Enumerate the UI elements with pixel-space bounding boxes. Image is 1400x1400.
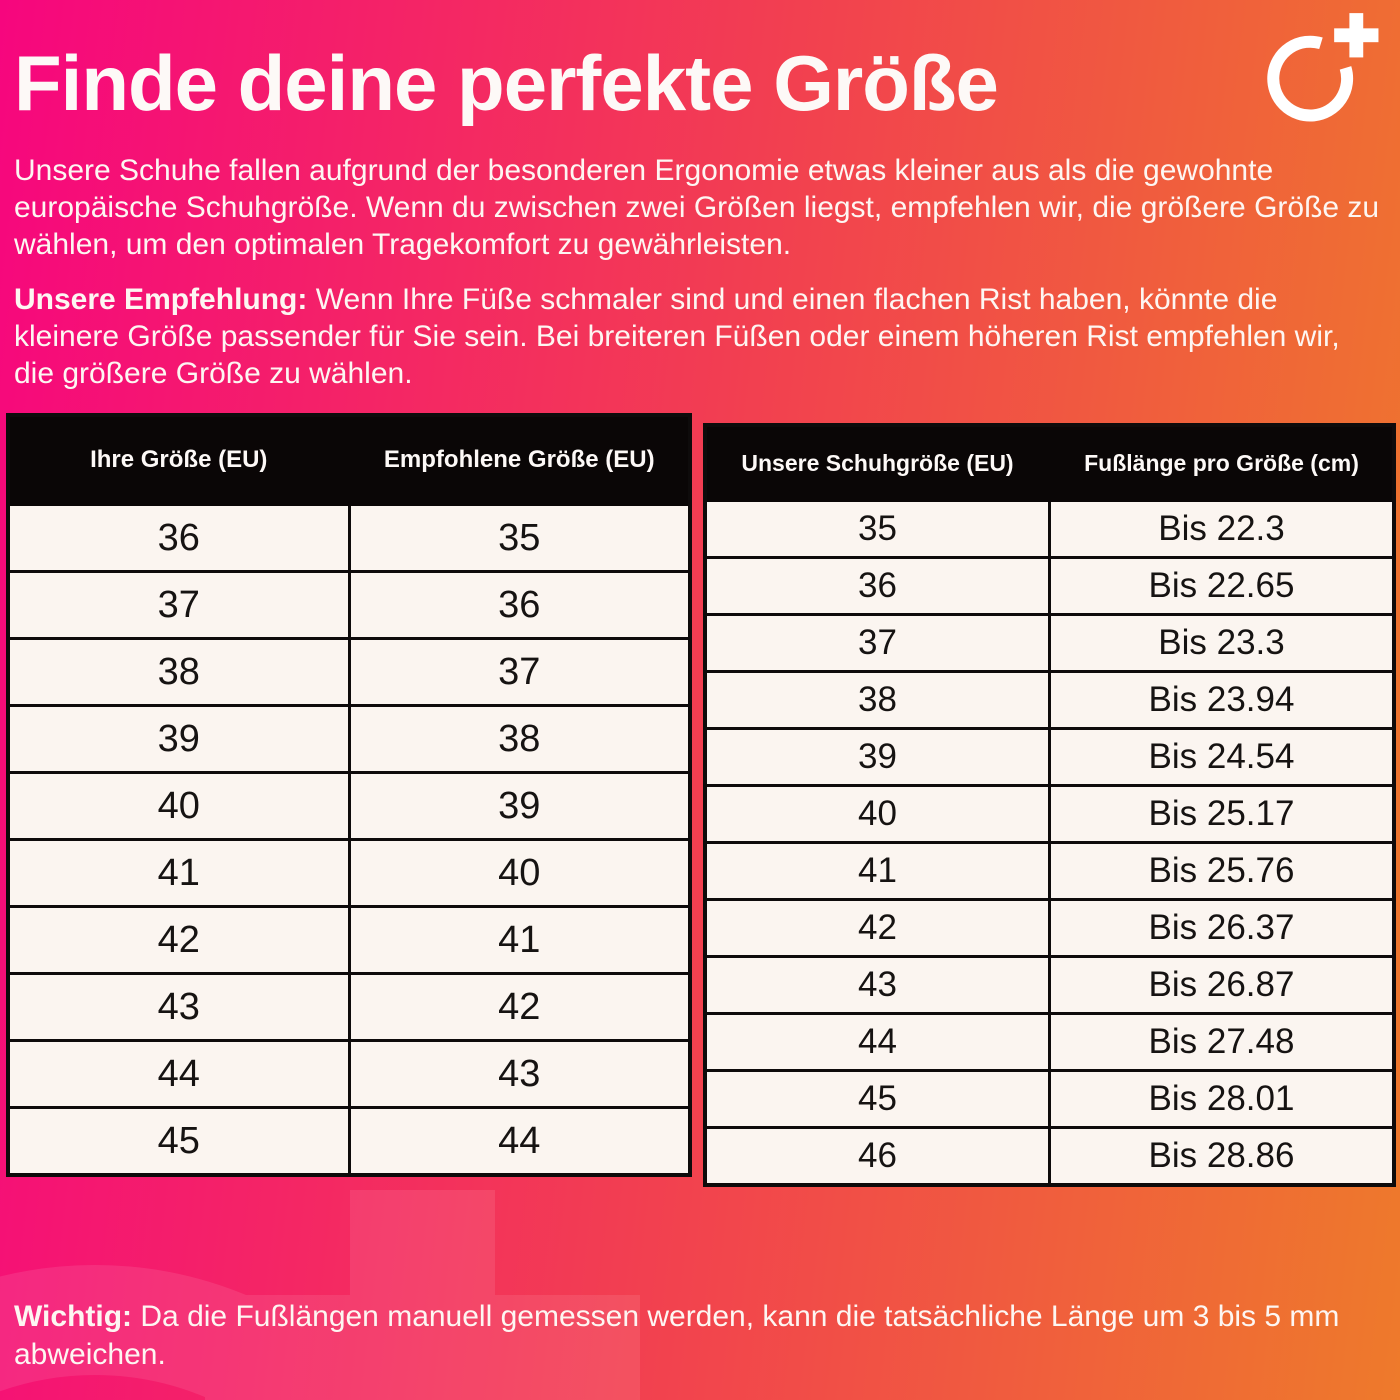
header-row	[705, 425, 1394, 501]
table-cell: 43	[349, 1041, 690, 1108]
table-cell: 35	[349, 505, 690, 572]
table-row	[8, 505, 690, 572]
important-label: Wichtig:	[14, 1300, 133, 1333]
table-cell: 37	[8, 572, 349, 639]
table-row	[8, 974, 690, 1041]
table-cell: 45	[705, 1071, 1050, 1128]
table-cell: 40	[705, 786, 1050, 843]
header-row	[8, 415, 690, 505]
table-row	[705, 615, 1394, 672]
table-cell: 38	[349, 706, 690, 773]
table-row	[705, 1014, 1394, 1071]
table-cell: Bis 28.01	[1050, 1071, 1395, 1128]
table-cell: 42	[8, 907, 349, 974]
column-header: Unsere Schuhgröße (EU)	[705, 425, 1050, 501]
table-cell: Bis 26.37	[1050, 900, 1395, 957]
table-cell: 39	[8, 706, 349, 773]
table-row	[705, 729, 1394, 786]
table-cell: 40	[349, 840, 690, 907]
table-row	[705, 957, 1394, 1014]
recommendation-text	[14, 281, 1388, 392]
table-cell: Bis 28.86	[1050, 1128, 1395, 1186]
column-header: Ihre Größe (EU)	[8, 415, 349, 505]
column-header: Empfohlene Größe (EU)	[349, 415, 690, 505]
foot-length-table-head	[705, 425, 1394, 501]
table-row	[705, 786, 1394, 843]
table-cell: Bis 27.48	[1050, 1014, 1395, 1071]
size-recommendation-table-head	[8, 415, 690, 505]
table-cell: 45	[8, 1108, 349, 1176]
page-title: Finde deine perfekte Größe	[14, 39, 998, 127]
table-cell: Bis 25.76	[1050, 843, 1395, 900]
table-cell: Bis 24.54	[1050, 729, 1395, 786]
important-body: Da die Fußlängen manuell gemessen werden, kann die tatsächliche Länge um 3 bis 5 mm abweichen.	[14, 1300, 1340, 1371]
important-note	[14, 1298, 1388, 1374]
table-cell: 43	[705, 957, 1050, 1014]
table-row	[705, 1071, 1394, 1128]
table-row	[8, 1041, 690, 1108]
table-cell: 36	[8, 505, 349, 572]
table-cell: 37	[349, 639, 690, 706]
table-cell: 41	[705, 843, 1050, 900]
table-cell: 41	[8, 840, 349, 907]
table-row	[8, 572, 690, 639]
table-cell: 44	[349, 1108, 690, 1176]
foot-length-table	[703, 423, 1396, 1187]
table-row	[705, 501, 1394, 558]
table-cell: Bis 26.87	[1050, 957, 1395, 1014]
table-row	[705, 843, 1394, 900]
table-cell: 36	[349, 572, 690, 639]
table-row	[8, 773, 690, 840]
table-row	[8, 907, 690, 974]
table-cell: 39	[705, 729, 1050, 786]
table-cell: 36	[705, 558, 1050, 615]
table-cell: 38	[705, 672, 1050, 729]
table-cell: 42	[349, 974, 690, 1041]
table-cell: 40	[8, 773, 349, 840]
table-cell: 35	[705, 501, 1050, 558]
table-cell: 38	[8, 639, 349, 706]
table-cell: Bis 22.3	[1050, 501, 1395, 558]
table-row	[705, 1128, 1394, 1186]
recommendation-body: Wenn Ihre Füße schmaler sind und einen flachen Rist haben, könnte die kleinere Größe passender für Sie sein. Bei breiteren Füßen oder einem höheren Rist empfehlen wir, die größere Größe zu wählen.	[14, 283, 1340, 390]
foot-length-table-body	[705, 501, 1394, 1186]
table-row	[8, 706, 690, 773]
table-cell: Bis 23.3	[1050, 615, 1395, 672]
table-row	[8, 840, 690, 907]
table-cell: 44	[705, 1014, 1050, 1071]
table-row	[705, 900, 1394, 957]
table-row	[705, 558, 1394, 615]
column-header: Fußlänge pro Größe (cm)	[1050, 425, 1395, 501]
table-cell: 44	[8, 1041, 349, 1108]
table-cell: 37	[705, 615, 1050, 672]
circle-plus-logo-icon	[1264, 12, 1384, 125]
table-row	[705, 672, 1394, 729]
table-row	[8, 1108, 690, 1176]
table-cell: 43	[8, 974, 349, 1041]
size-recommendation-table	[6, 413, 692, 1177]
recommendation-label: Unsere Empfehlung:	[14, 283, 308, 316]
table-cell: Bis 22.65	[1050, 558, 1395, 615]
table-cell: 41	[349, 907, 690, 974]
table-cell: 39	[349, 773, 690, 840]
table-cell: Bis 23.94	[1050, 672, 1395, 729]
table-row	[8, 639, 690, 706]
table-cell: 42	[705, 900, 1050, 957]
table-cell: Bis 25.17	[1050, 786, 1395, 843]
size-recommendation-table-body	[8, 505, 690, 1176]
intro-text: Unsere Schuhe fallen aufgrund der besonderen Ergonomie etwas kleiner aus als die gewohnte europäische Schuhgröße. Wenn du zwischen zwei Größen liegst, empfehlen wir, die größere Größe zu wählen, um den optimalen Tragekomfort zu gewährleisten.	[14, 154, 1380, 261]
table-cell: 46	[705, 1128, 1050, 1186]
